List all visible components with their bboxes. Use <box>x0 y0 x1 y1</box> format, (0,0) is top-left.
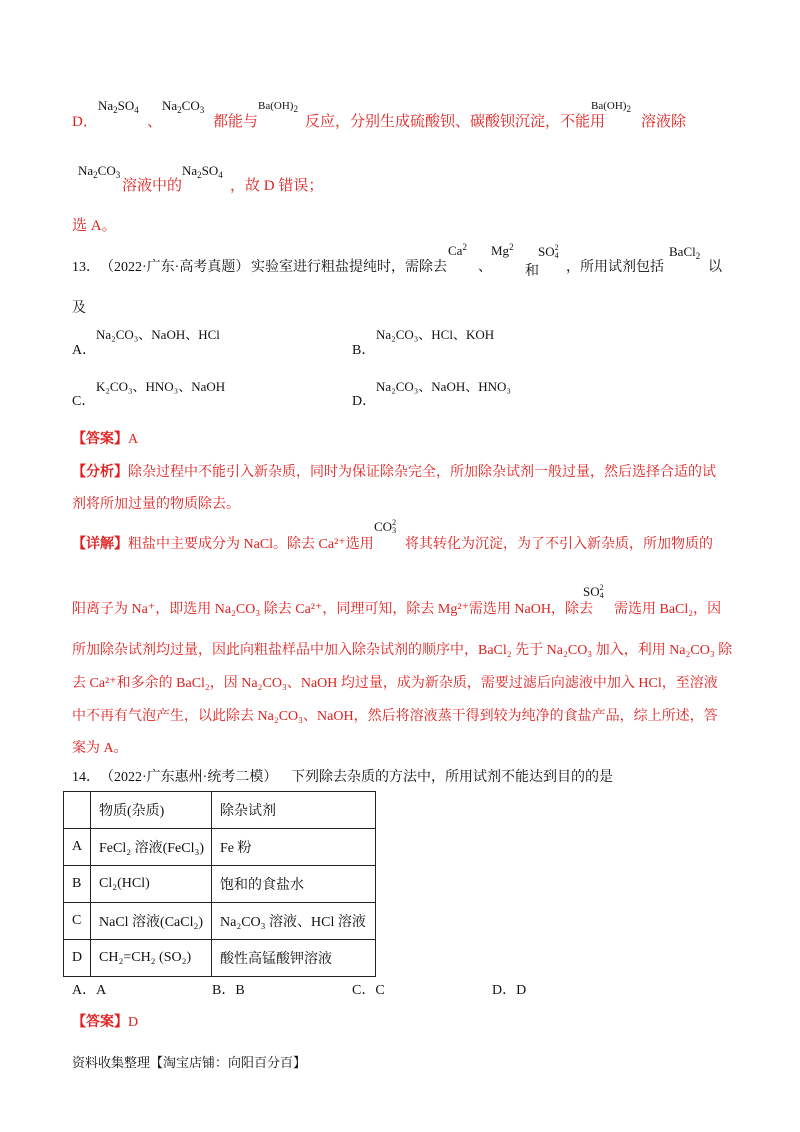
formula-na2co3: $Na_2CO_3$ <box>162 98 205 115</box>
question-13-source: （2022·广东·高考真题） <box>100 260 250 275</box>
question-13-text: 以 <box>708 260 722 275</box>
ion-ca: Ca$^2$ <box>448 242 467 258</box>
table-cell: FeCl₂ 溶液(FeCl₃) <box>91 829 212 866</box>
formula-bacl2: BaCl$_2$ <box>669 244 701 261</box>
table-cell: NaCl 溶液(CaCl₂) <box>91 903 212 940</box>
detail-line-6: 案为 A。 <box>72 741 128 756</box>
detail-line-1-end: 将其转化为沉淀，为了不引入新杂质，所加物质的 <box>405 537 713 552</box>
detail-line-3: 所加除杂试剂均过量，因此向粗盐样品中加入除杂试剂的顺序中，BaCl₂ 先于 Na₂CO₃ 加入，利用 Na₂CO₃ 除 <box>72 643 733 658</box>
table-cell: CH₂=CH₂ (SO₂) <box>91 940 212 977</box>
question-13-text: 及 <box>72 301 86 316</box>
option-text-a: Na₂CO₃、NaOH、HCl <box>96 327 220 342</box>
q14-option-c: C．C <box>352 983 385 998</box>
ion-mg: Mg$^2$ <box>491 242 514 258</box>
separator: 、 <box>478 260 492 275</box>
table-cell: Fe 粉 <box>212 829 376 866</box>
detail-line-2: 阳离子为 Na⁺，即选用 Na₂CO₃ 除去 Ca²⁺，同理可知，除去 Mg²⁺需选用 NaOH，除去 <box>72 602 593 617</box>
detail-line-2-end: 需选用 BaCl₂，因 <box>614 602 722 617</box>
analysis-line-2: 剂将所加过量的物质除去。 <box>72 497 240 512</box>
prev-option-d-label: D． <box>72 114 98 130</box>
question-14-number: 14． <box>72 770 100 785</box>
table-cell: 酸性高锰酸钾溶液 <box>212 940 376 977</box>
formula-na2co3: $Na_2CO_3$ <box>78 163 121 180</box>
q14-option-b: B．B <box>212 983 245 998</box>
text-segment: 都能与 <box>213 114 259 130</box>
question-13-text: ，所用试剂包括 <box>566 260 664 275</box>
option-label-d: D． <box>352 394 377 409</box>
q14-answer-line: 【答案】D <box>72 1015 139 1030</box>
question-13-number: 13． <box>72 260 100 275</box>
table-cell: D <box>64 940 91 977</box>
formula-na2so4: $Na_2SO_4$ <box>98 98 139 115</box>
table-cell: 饱和的食盐水 <box>212 866 376 903</box>
table-row <box>64 940 376 977</box>
question-13-text: 实验室进行粗盐提纯时，需除去 <box>251 260 447 275</box>
ion-so4: SO2 4 <box>583 583 604 600</box>
formula-baoh2: $Ba(OH)_2$ <box>258 100 298 114</box>
question-14-source: （2022·广东惠州·统考二模） <box>100 770 278 785</box>
separator: 、 <box>147 114 163 130</box>
table-row <box>64 829 376 866</box>
detail-line-5: 中不再有气泡产生，以此除去 Na₂CO₃、NaOH，然后将溶液蒸干得到较为纯净的食盐产品，综上所述，答 <box>72 709 718 724</box>
text-segment: ，故 D 错误； <box>230 178 324 194</box>
text-segment: 溶液除 <box>641 114 687 130</box>
table-row <box>64 866 376 903</box>
text-segment: 反应，分别生成硫酸钡、碳酸钡沉淀，不能用 <box>305 114 606 130</box>
text-segment: 溶液中的 <box>122 178 183 194</box>
detail-line-4: 去 Ca²⁺和多余的 BaCl₂，因 Na₂CO₃、NaOH 均过量，成为新杂质，需要过滤后向滤液中加入 HCl，至溶液 <box>72 676 718 691</box>
q14-option-a: A．A <box>72 983 107 998</box>
table-header-cell <box>64 792 91 829</box>
analysis-line-1: 【分析】除杂过程中不能引入新杂质，同时为保证除杂完全，所加除杂试剂一般过量，然后选择合适的试 <box>72 465 716 480</box>
table-header-cell: 物质(杂质) <box>91 792 212 829</box>
table-cell: Na₂CO₃ 溶液、HCl 溶液 <box>212 903 376 940</box>
choose-answer: 选 A。 <box>72 218 117 234</box>
impurity-table <box>63 791 376 977</box>
ion-co3: CO2 3 <box>374 518 397 535</box>
table-row <box>64 903 376 940</box>
text-and: 和 <box>525 264 539 279</box>
table-header-cell: 除杂试剂 <box>212 792 376 829</box>
option-label-c: C． <box>72 394 96 409</box>
footer-source-note: 资料收集整理【淘宝店铺：向阳百分百】 <box>72 1055 307 1070</box>
detail-line-1: 【详解】粗盐中主要成分为 NaCl。除去 Ca²⁺选用 <box>72 537 374 552</box>
option-text-b: Na₂CO₃、HCl、KOH <box>376 327 495 342</box>
answer-line: 【答案】A <box>72 432 139 447</box>
ion-so4: SO2 4 <box>538 243 559 260</box>
table-cell: B <box>64 866 91 903</box>
table-cell: C <box>64 903 91 940</box>
formula-baoh2: $Ba(OH)_2$ <box>591 100 631 114</box>
option-label-a: A． <box>72 343 97 358</box>
option-text-d: Na₂CO₃、NaOH、HNO₃ <box>376 379 511 394</box>
option-label-b: B． <box>352 343 376 358</box>
table-header-row <box>64 792 376 829</box>
question-14-text: 下列除去杂质的方法中，所用试剂不能达到目的的是 <box>291 770 613 785</box>
table-cell: Cl₂(HCl) <box>91 866 212 903</box>
q14-option-d: D．D <box>492 983 527 998</box>
table-cell: A <box>64 829 91 866</box>
formula-na2so4: $Na_2SO_4$ <box>182 163 223 180</box>
option-text-c: K₂CO₃、HNO₃、NaOH <box>96 379 226 394</box>
